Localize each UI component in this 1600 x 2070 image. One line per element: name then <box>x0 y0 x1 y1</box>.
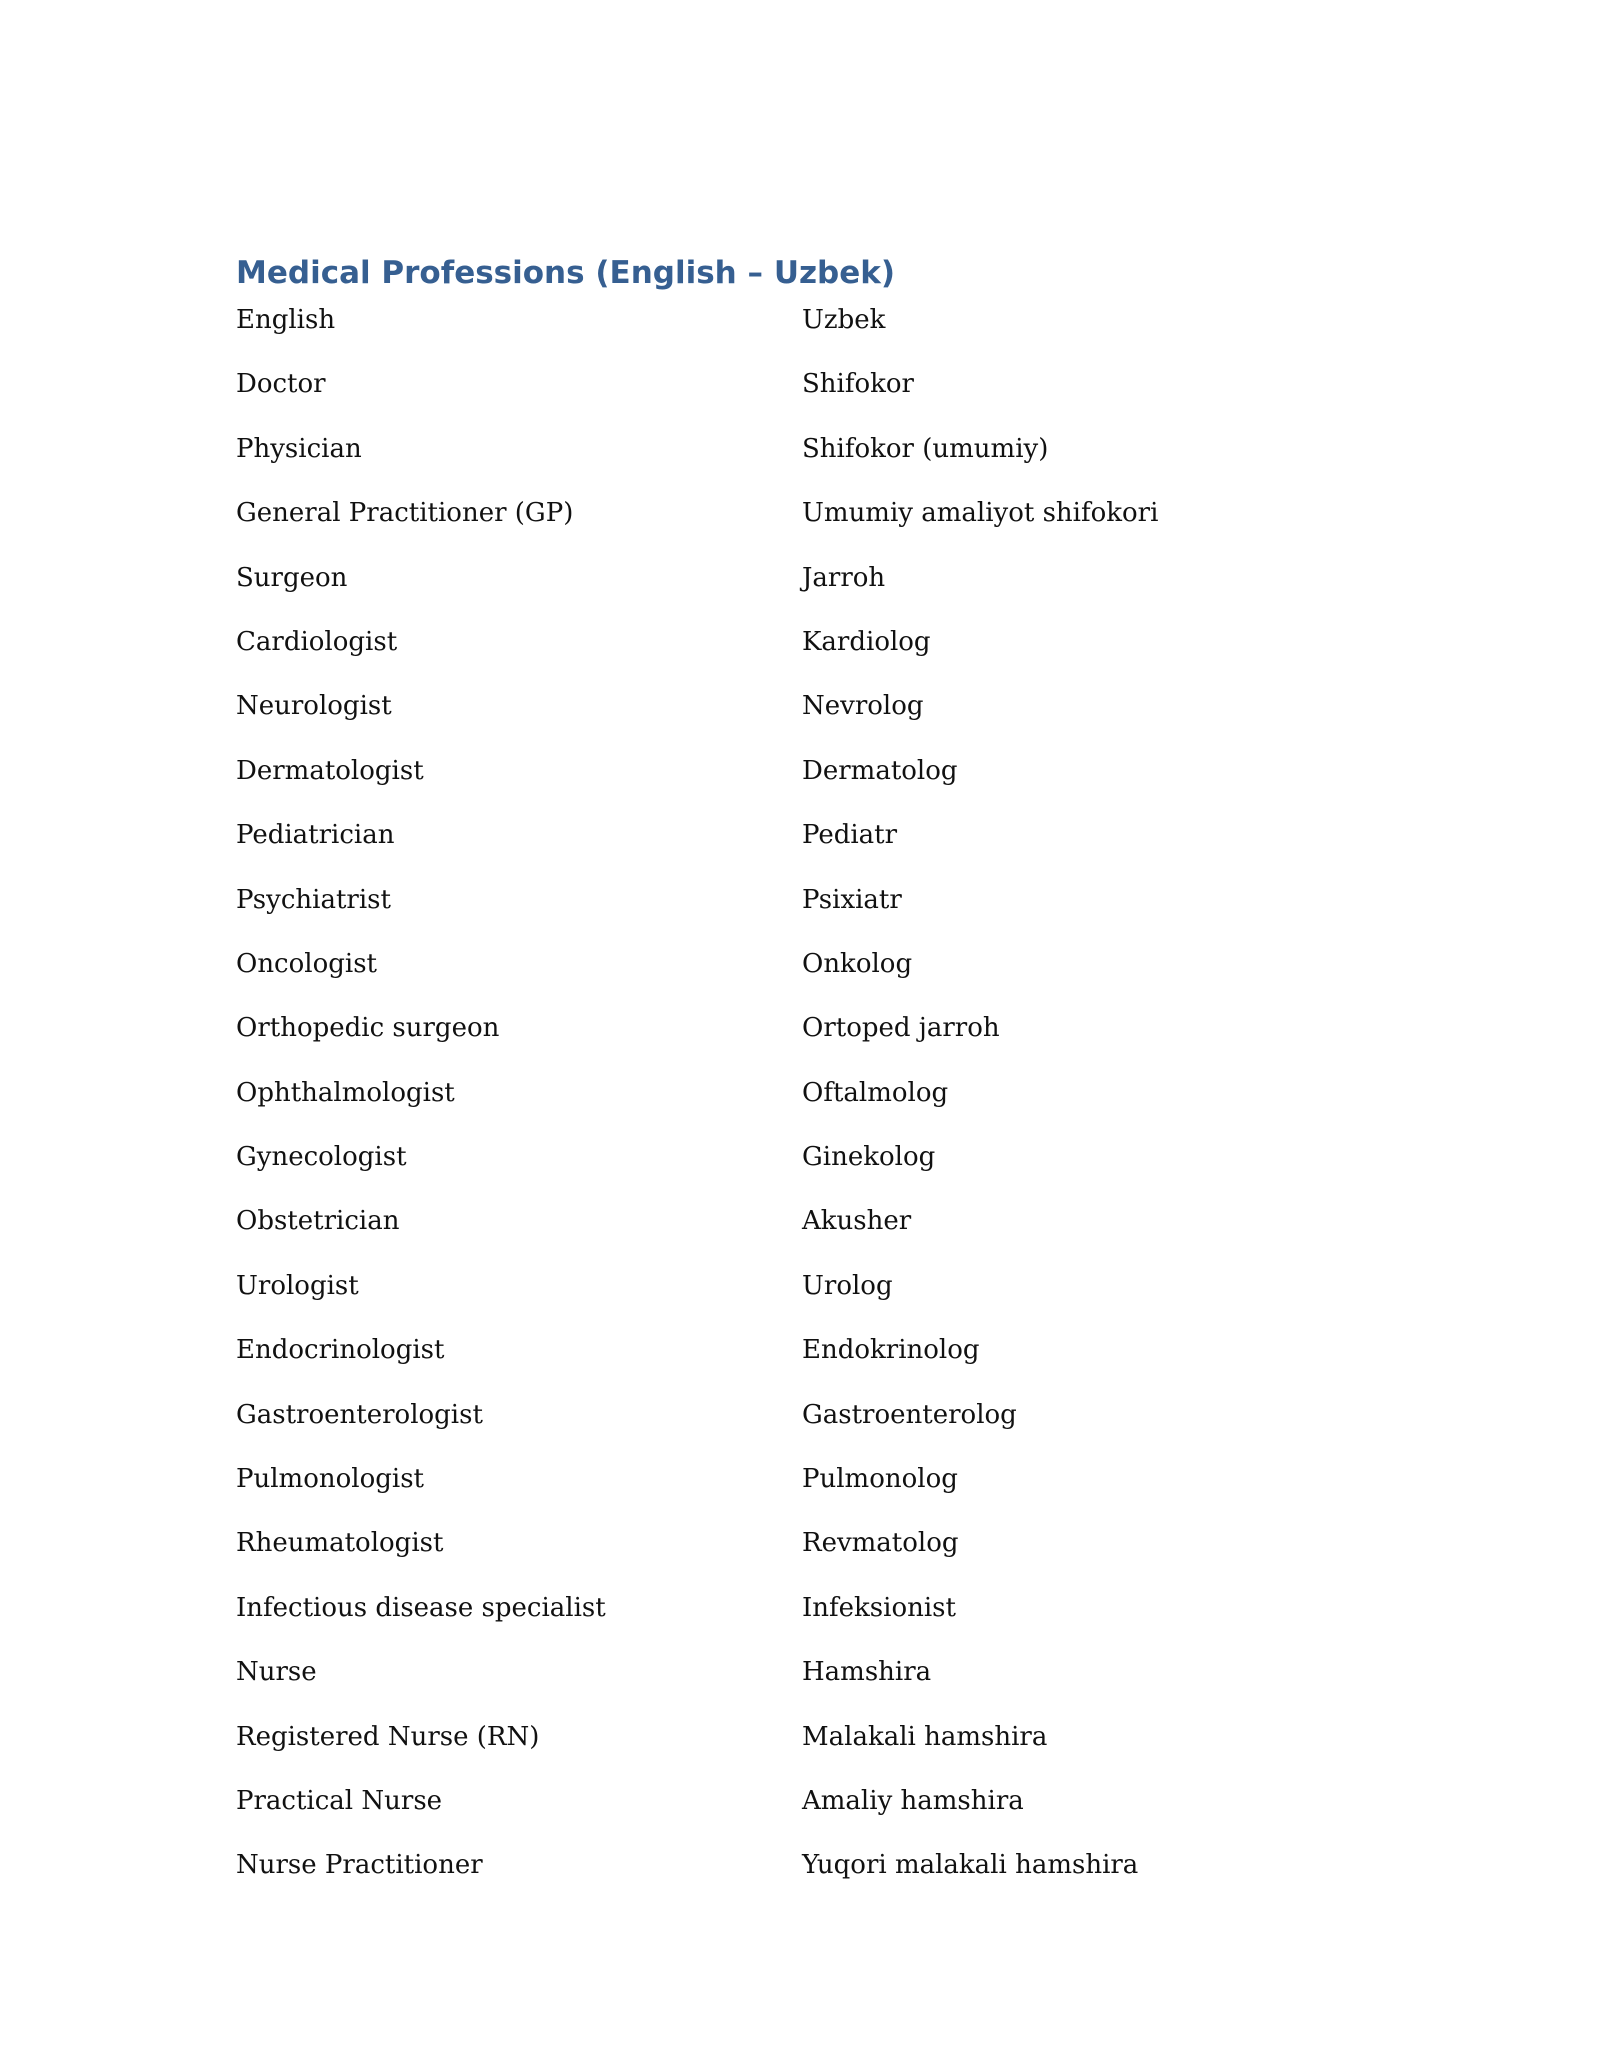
uzbek-term: Onkolog <box>802 948 913 979</box>
english-term: Nurse <box>236 1657 317 1688</box>
table-row <box>236 878 1236 942</box>
english-term: Cardiologist <box>236 626 398 657</box>
english-term: Registered Nurse (RN) <box>236 1721 540 1752</box>
table-row <box>236 1521 1236 1585</box>
english-term: Practical Nurse <box>236 1785 443 1816</box>
uzbek-term: Jarroh <box>802 562 886 593</box>
english-term: Pediatrician <box>236 820 395 851</box>
table-row <box>236 427 1236 491</box>
uzbek-term: Umumiy amaliyot shifokori <box>802 498 1159 529</box>
uzbek-term: Hamshira <box>802 1657 932 1688</box>
english-term: Psychiatrist <box>236 884 391 915</box>
english-term: Ophthalmologist <box>236 1077 455 1108</box>
english-term: Doctor <box>236 369 326 400</box>
document-title: Medical Professions (English – Uzbek) <box>236 255 896 291</box>
uzbek-term: Yuqori malakali hamshira <box>802 1850 1139 1881</box>
table-row <box>236 362 1236 426</box>
english-term: Dermatologist <box>236 755 424 786</box>
uzbek-term: Urolog <box>802 1270 893 1301</box>
table-row <box>236 1071 1236 1135</box>
english-term: Urologist <box>236 1270 359 1301</box>
uzbek-term: Shifokor <box>802 369 914 400</box>
table-row <box>236 1457 1236 1521</box>
table-row <box>236 1135 1236 1199</box>
uzbek-term: Pediatr <box>802 820 898 851</box>
uzbek-term: Kardiolog <box>802 626 931 657</box>
english-term: Physician <box>236 433 362 464</box>
english-term: Nurse Practitioner <box>236 1850 483 1881</box>
english-term: Infectious disease specialist <box>236 1592 606 1623</box>
uzbek-term: Malakali hamshira <box>802 1721 1048 1752</box>
english-term: Surgeon <box>236 562 348 593</box>
column-header-english: English <box>236 305 336 335</box>
uzbek-term: Ortoped jarroh <box>802 1013 1000 1044</box>
english-term: Orthopedic surgeon <box>236 1013 500 1044</box>
table-header-row <box>236 298 1236 362</box>
table-row <box>236 1199 1236 1263</box>
table-row <box>236 684 1236 748</box>
table-row <box>236 620 1236 684</box>
uzbek-term: Shifokor (umumiy) <box>802 433 1049 464</box>
uzbek-term: Revmatolog <box>802 1528 959 1559</box>
terms-table <box>236 298 1236 1908</box>
english-term: General Practitioner (GP) <box>236 498 574 529</box>
table-row <box>236 1779 1236 1843</box>
uzbek-term: Akusher <box>802 1206 912 1237</box>
table-row <box>236 1006 1236 1070</box>
column-header-uzbek: Uzbek <box>802 305 886 335</box>
table-row <box>236 1328 1236 1392</box>
table-row <box>236 556 1236 620</box>
table-row <box>236 1393 1236 1457</box>
table-row <box>236 813 1236 877</box>
table-row <box>236 942 1236 1006</box>
table-row <box>236 1715 1236 1779</box>
english-term: Oncologist <box>236 948 377 979</box>
english-term: Gastroenterologist <box>236 1399 483 1430</box>
uzbek-term: Gastroenterolog <box>802 1399 1017 1430</box>
uzbek-term: Dermatolog <box>802 755 958 786</box>
uzbek-term: Endokrinolog <box>802 1335 980 1366</box>
english-term: Endocrinologist <box>236 1335 445 1366</box>
english-term: Pulmonologist <box>236 1464 424 1495</box>
english-term: Obstetrician <box>236 1206 400 1237</box>
table-row <box>236 1650 1236 1714</box>
english-term: Rheumatologist <box>236 1528 444 1559</box>
uzbek-term: Amaliy hamshira <box>802 1785 1024 1816</box>
terms-table-body <box>236 298 1236 1908</box>
english-term: Gynecologist <box>236 1142 407 1173</box>
table-row <box>236 1586 1236 1650</box>
table-row <box>236 1843 1236 1907</box>
uzbek-term: Ginekolog <box>802 1142 936 1173</box>
uzbek-term: Pulmonolog <box>802 1464 958 1495</box>
english-term: Neurologist <box>236 691 392 722</box>
table-row <box>236 749 1236 813</box>
table-row <box>236 1264 1236 1328</box>
uzbek-term: Oftalmolog <box>802 1077 949 1108</box>
uzbek-term: Psixiatr <box>802 884 902 915</box>
uzbek-term: Infeksionist <box>802 1592 956 1623</box>
table-row <box>236 491 1236 555</box>
uzbek-term: Nevrolog <box>802 691 924 722</box>
